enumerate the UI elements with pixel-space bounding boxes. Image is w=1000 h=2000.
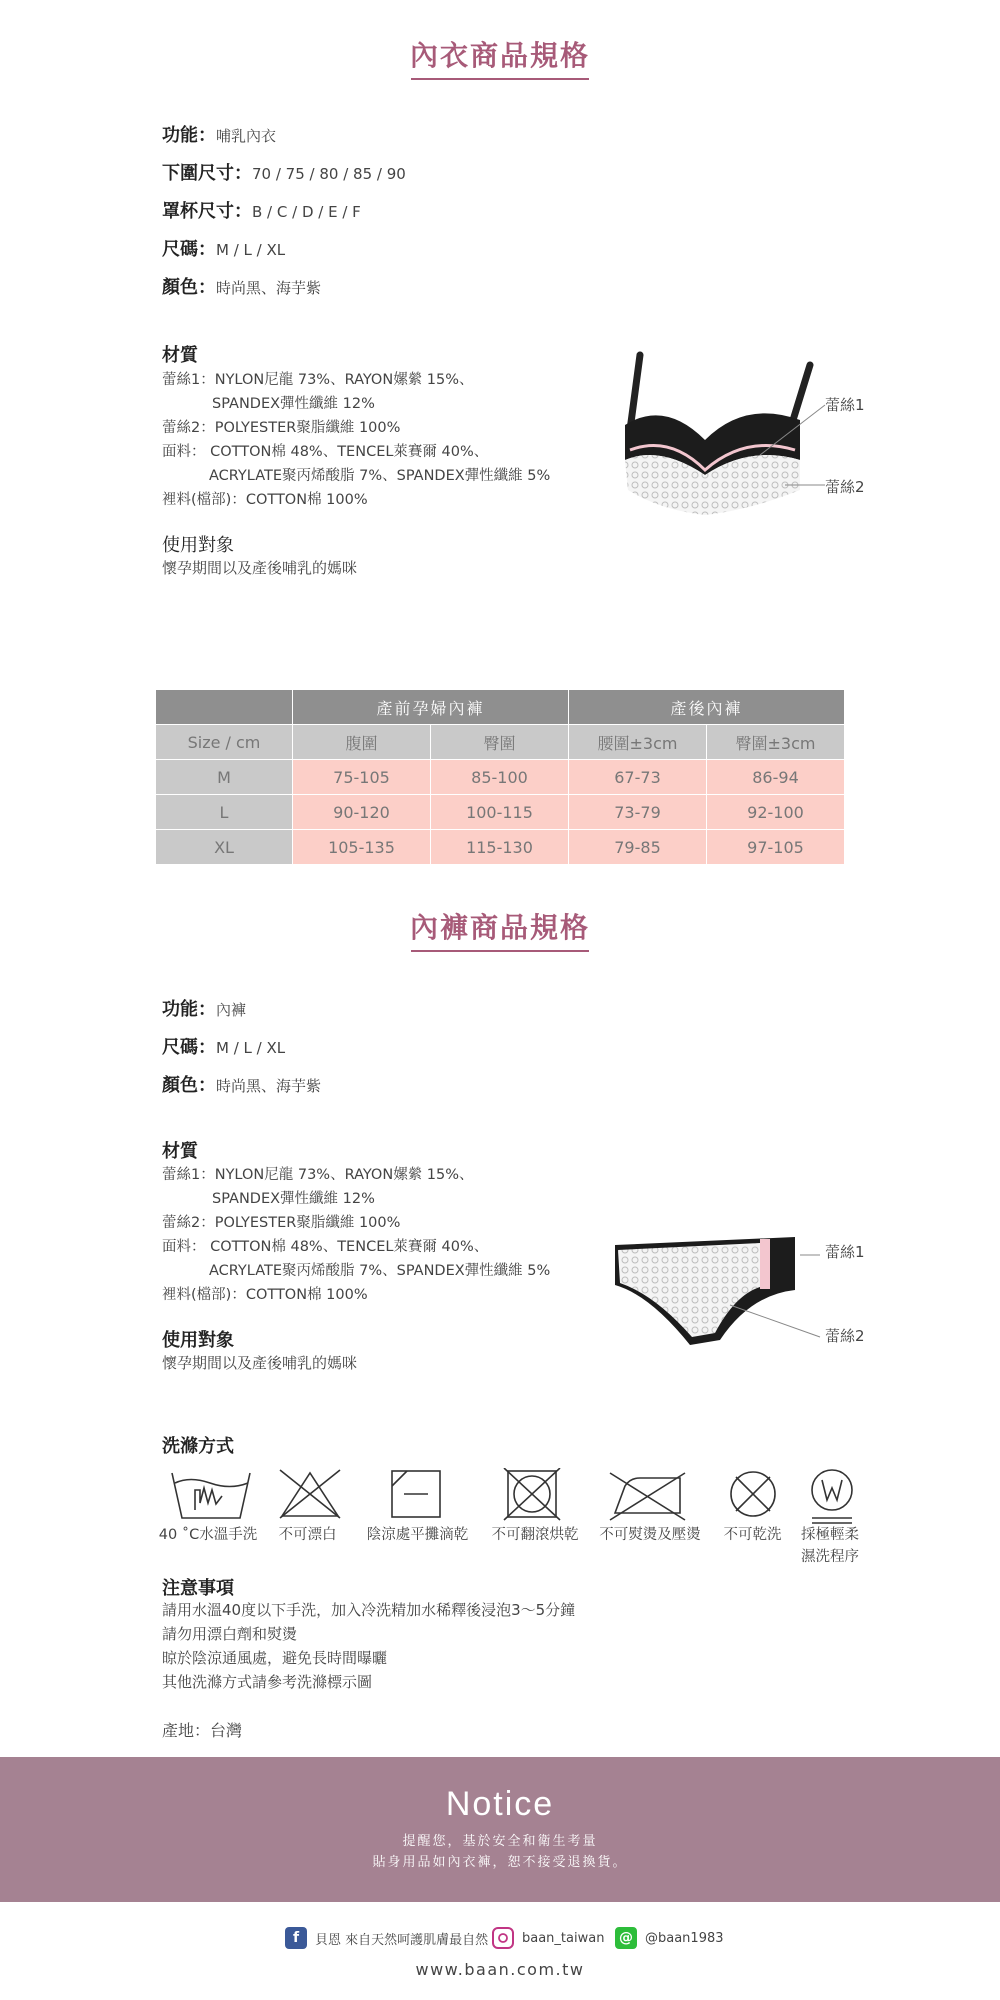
panty-callout-lace1: 蕾絲1 xyxy=(825,1243,865,1261)
bra-callout-lace1: 蕾絲1 xyxy=(825,396,865,414)
bra-material-line: 裡料(檔部)：COTTON棉 100% xyxy=(162,492,368,508)
care-label: 不可熨燙及壓燙 xyxy=(599,1527,701,1543)
bra-usage-title: 使用對象 xyxy=(162,535,234,556)
facebook-icon: f xyxy=(285,1927,307,1949)
dry-flat-shade-icon xyxy=(392,1471,440,1517)
bra-spec-function: 功能：哺乳內衣 xyxy=(162,125,277,146)
table-row xyxy=(156,830,845,865)
notice-title: Notice xyxy=(445,1785,555,1823)
table-cell: 97-105 xyxy=(707,830,845,865)
care-note: 其他洗滌方式請參考洗滌標示圖 xyxy=(162,1673,373,1691)
row-header: XL xyxy=(156,830,293,865)
column-header: Size / cm xyxy=(156,725,293,760)
line-link[interactable] xyxy=(615,1925,724,1951)
panty-material-line: ACRYLATE聚丙烯酸脂 7%、SPANDEX彈性纖維 5% xyxy=(209,1263,551,1279)
no-tumble-dry-icon xyxy=(504,1468,560,1520)
care-title: 洗滌方式 xyxy=(162,1436,234,1457)
table-cell: 90-120 xyxy=(293,795,431,830)
website-link[interactable]: www.baan.com.tw xyxy=(415,1960,585,1979)
table-row xyxy=(156,760,845,795)
panty-usage-title: 使用對象 xyxy=(162,1330,234,1351)
column-header: 腹圍 xyxy=(293,725,431,760)
heading-underline xyxy=(411,950,589,952)
care-label: 不可漂白 xyxy=(278,1527,337,1543)
origin-text: 產地：台灣 xyxy=(162,1721,243,1740)
table-cell: 73-79 xyxy=(569,795,707,830)
bra-spec-underbust: 下圍尺寸：70 / 75 / 80 / 85 / 90 xyxy=(162,163,406,184)
care-label: 陰涼處平攤滴乾 xyxy=(366,1527,469,1543)
row-header: M xyxy=(156,760,293,795)
bra-spec-size: 尺碼：M / L / XL xyxy=(162,239,286,260)
table-cell: 79-85 xyxy=(569,830,707,865)
row-header: L xyxy=(156,795,293,830)
bra-material-line: 蕾絲2：POLYESTER聚脂纖維 100% xyxy=(162,420,401,436)
panty-material-line: 蕾絲2：POLYESTER聚脂纖維 100% xyxy=(162,1215,401,1231)
instagram-link[interactable] xyxy=(492,1925,604,1951)
panty-spec-color: 顏色：時尚黑、海芋紫 xyxy=(162,1075,322,1096)
panty-spec-heading: 內褲商品規格 xyxy=(409,911,590,944)
column-header: 腰圍±3cm xyxy=(569,725,707,760)
no-bleach-icon xyxy=(280,1470,340,1518)
care-label: 40 ˚C水溫手洗 xyxy=(158,1527,258,1543)
column-header: 臀圍 xyxy=(431,725,569,760)
size-table xyxy=(155,689,845,865)
table-corner xyxy=(156,690,293,725)
table-row xyxy=(156,795,845,830)
hand-wash-icon xyxy=(172,1473,250,1518)
panty-spec-size: 尺碼：M / L / XL xyxy=(162,1037,286,1058)
panty-usage-text: 懷孕期間以及產後哺乳的媽咪 xyxy=(162,1354,358,1372)
facebook-link[interactable] xyxy=(285,1925,488,1951)
heading-underline xyxy=(411,78,589,80)
no-iron-icon xyxy=(610,1473,685,1520)
panty-callout-lace2: 蕾絲2 xyxy=(825,1327,865,1345)
panty-material-line: SPANDEX彈性纖維 12% xyxy=(212,1191,375,1207)
panty-spec-function: 功能：內褲 xyxy=(162,999,247,1020)
bra-material-line: SPANDEX彈性纖維 12% xyxy=(212,396,375,412)
table-cell: 67-73 xyxy=(569,760,707,795)
care-note: 請用水溫40度以下手洗，加入冷洗精加水稀釋後浸泡3～5分鐘 xyxy=(162,1601,576,1619)
column-header: 臀圍±3cm xyxy=(707,725,845,760)
table-cell: 85-100 xyxy=(431,760,569,795)
bra-spec-color: 顏色：時尚黑、海芋紫 xyxy=(162,277,322,298)
no-dry-clean-icon xyxy=(731,1472,775,1516)
line-label: @baan1983 xyxy=(645,1930,724,1946)
instagram-label: baan_taiwan xyxy=(522,1930,605,1946)
table-cell: 100-115 xyxy=(431,795,569,830)
bra-spec-cup: 罩杯尺寸：B / C / D / E / F xyxy=(162,201,361,222)
care-label: 不可乾洗 xyxy=(723,1527,782,1543)
table-cell: 75-105 xyxy=(293,760,431,795)
care-note: 請勿用漂白劑和熨燙 xyxy=(162,1625,298,1643)
care-notes-title: 注意事項 xyxy=(162,1578,234,1599)
bra-material-title: 材質 xyxy=(162,345,198,366)
line-icon: @ xyxy=(615,1927,637,1949)
bra-material-line: 蕾絲1：NYLON尼龍 73%、RAYON嫘縈 15%、 xyxy=(162,372,474,388)
care-icons-row xyxy=(170,1468,870,1528)
group-header-postnatal: 產後內褲 xyxy=(569,690,845,725)
group-header-prenatal: 產前孕婦內褲 xyxy=(293,690,569,725)
care-note: 晾於陰涼通風處，避免長時間曝曬 xyxy=(162,1649,388,1667)
gentle-wet-clean-icon xyxy=(812,1470,852,1523)
facebook-label: 貝恩 來自天然呵護肌膚最自然 xyxy=(315,1932,489,1948)
notice-line: 貼身用品如內衣褲，恕不接受退換貨。 xyxy=(372,1855,628,1870)
care-label: 採極輕柔 濕洗程序 xyxy=(801,1527,859,1565)
table-cell: 86-94 xyxy=(707,760,845,795)
bra-material-line: ACRYLATE聚丙烯酸脂 7%、SPANDEX彈性纖維 5% xyxy=(209,468,551,484)
bra-callout-lace2: 蕾絲2 xyxy=(825,478,865,496)
panty-material-line: 面料： COTTON棉 48%、TENCEL萊賽爾 40%、 xyxy=(162,1239,489,1255)
bra-illustration xyxy=(610,350,880,530)
panty-material-title: 材質 xyxy=(162,1141,198,1162)
panty-material-line: 蕾絲1：NYLON尼龍 73%、RAYON嫘縈 15%、 xyxy=(162,1167,474,1183)
instagram-icon xyxy=(492,1927,514,1949)
panty-material-line: 裡料(檔部)：COTTON棉 100% xyxy=(162,1287,368,1303)
care-label: 不可翻滾烘乾 xyxy=(491,1527,579,1543)
bra-spec-heading: 內衣商品規格 xyxy=(409,39,590,72)
bra-usage-text: 懷孕期間以及產後哺乳的媽咪 xyxy=(162,559,358,577)
table-cell: 92-100 xyxy=(707,795,845,830)
table-cell: 105-135 xyxy=(293,830,431,865)
notice-line: 提醒您，基於安全和衛生考量 xyxy=(402,1834,598,1849)
table-cell: 115-130 xyxy=(431,830,569,865)
bra-material-line: 面料： COTTON棉 48%、TENCEL萊賽爾 40%、 xyxy=(162,444,489,460)
